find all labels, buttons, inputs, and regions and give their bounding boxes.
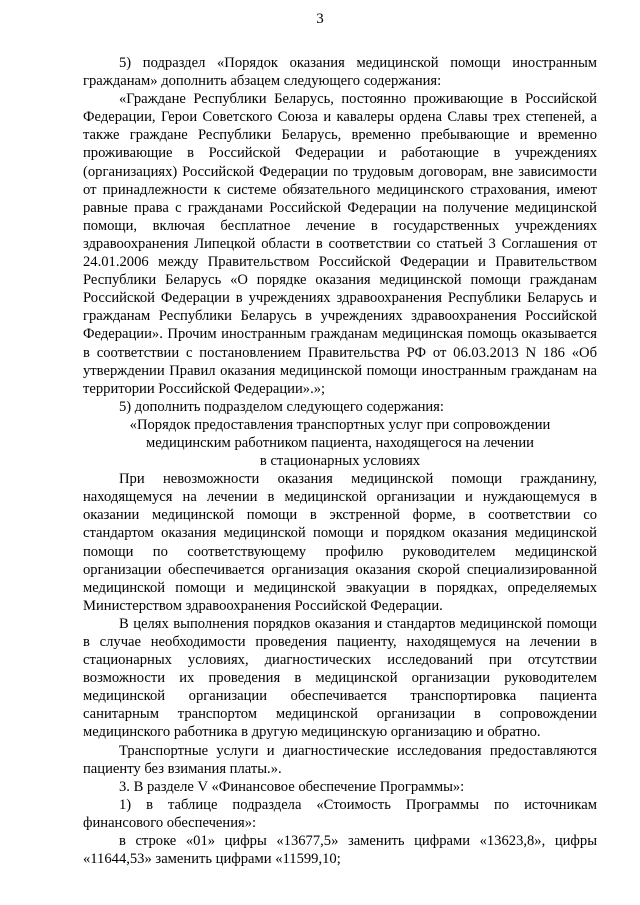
paragraph-subsection-5-intro: 5) подраздел «Порядок оказания медицинской помощи иностранным гражданам» дополнить абзацем следующего содержания:	[83, 55, 597, 90]
document-body	[83, 54, 597, 868]
paragraph-table-cost: 1) в таблице подраздела «Стоимость Программы по источникам финансового обеспечения»:	[83, 796, 597, 831]
paragraph-belarus-citizens: «Граждане Республики Беларусь, постоянно проживающие в Российской Федерации, Герои Советского Союза и кавалеры ордена Славы трех степеней, а также граждане Республики Беларусь, временно пребывающие и временно проживающие в Российской Федерации и работающие в учреждениях (организациях) Российской Федерации по трудовым договорам, вне зависимости от принадлежности к системе обязательного медицинского страхования, имеют равные права с гражданами Российской Федерации на получение медицинской помощи, включая бесплатное лечение в государственных учреждениях здравоохранения Липецкой области в соответствии со статьей 3 Соглашения от 24.01.2006 между Правительством Российской Федерации и Правительством Республики Беларусь «О порядке оказания медицинской помощи гражданам Российской Федерации в учреждениях здравоохранения Республики Беларусь и гражданам Республики Беларусь в учреждениях здравоохранения Российской Федерации». Прочим иностранным гражданам медицинская помощь оказывается в соответствии с постановлением Правительства РФ от 06.03.2013 N 186 «Об утверждении Правил оказания медицинской помощи иностранным гражданам на территории Российской Федерации».»;	[83, 91, 597, 397]
paragraph-row-01: в строке «01» цифры «13677,5» заменить цифрами «13623,8», цифры «11644,53» заменить цифрами «11599,10;	[83, 833, 597, 868]
subsection-heading	[83, 416, 597, 470]
paragraph-transportation: В целях выполнения порядков оказания и стандартов медицинской помощи в случае необходимости проведения пациенту, находящемуся на лечении в стационарных условиях, диагностических исследований при отсутствии возможности их проведения в медицинской организации руководителем медицинской организации обеспечивается транспортировка пациента санитарным транспортом медицинской организации в сопровождении медицинского работника в другую медицинскую организацию и обратно.	[83, 615, 597, 741]
paragraph-add-subsection: 5) дополнить подразделом следующего содержания:	[119, 398, 444, 415]
paragraph-free-services: Транспортные услуги и диагностические исследования предоставляются пациенту без взимания платы.».	[83, 742, 597, 777]
heading-line: в стационарных условиях	[259, 453, 421, 470]
paragraph-section-v: 3. В разделе V «Финансовое обеспечение Программы»:	[119, 778, 465, 795]
paragraph-emergency-care: При невозможности оказания медицинской помощи гражданину, находящемуся на лечении в медицинской организации и нуждающемуся в оказании медицинской помощи в экстренной форме, в соответствии со стандартом оказания медицинской помощи и порядком оказания медицинской помощи по соответствующему профилю руководителем медицинской организации обеспечивается организация оказания скорой специализированной медицинской помощи и медицинской эвакуации в порядках, определяемых Министерством здравоохранения Российской Федерации.	[83, 471, 597, 614]
heading-line: медицинским работником пациента, находящегося на лечении	[146, 434, 534, 451]
heading-line: «Порядок предоставления транспортных услуг при сопровождении	[129, 416, 551, 433]
page-number: 3	[316, 11, 324, 27]
